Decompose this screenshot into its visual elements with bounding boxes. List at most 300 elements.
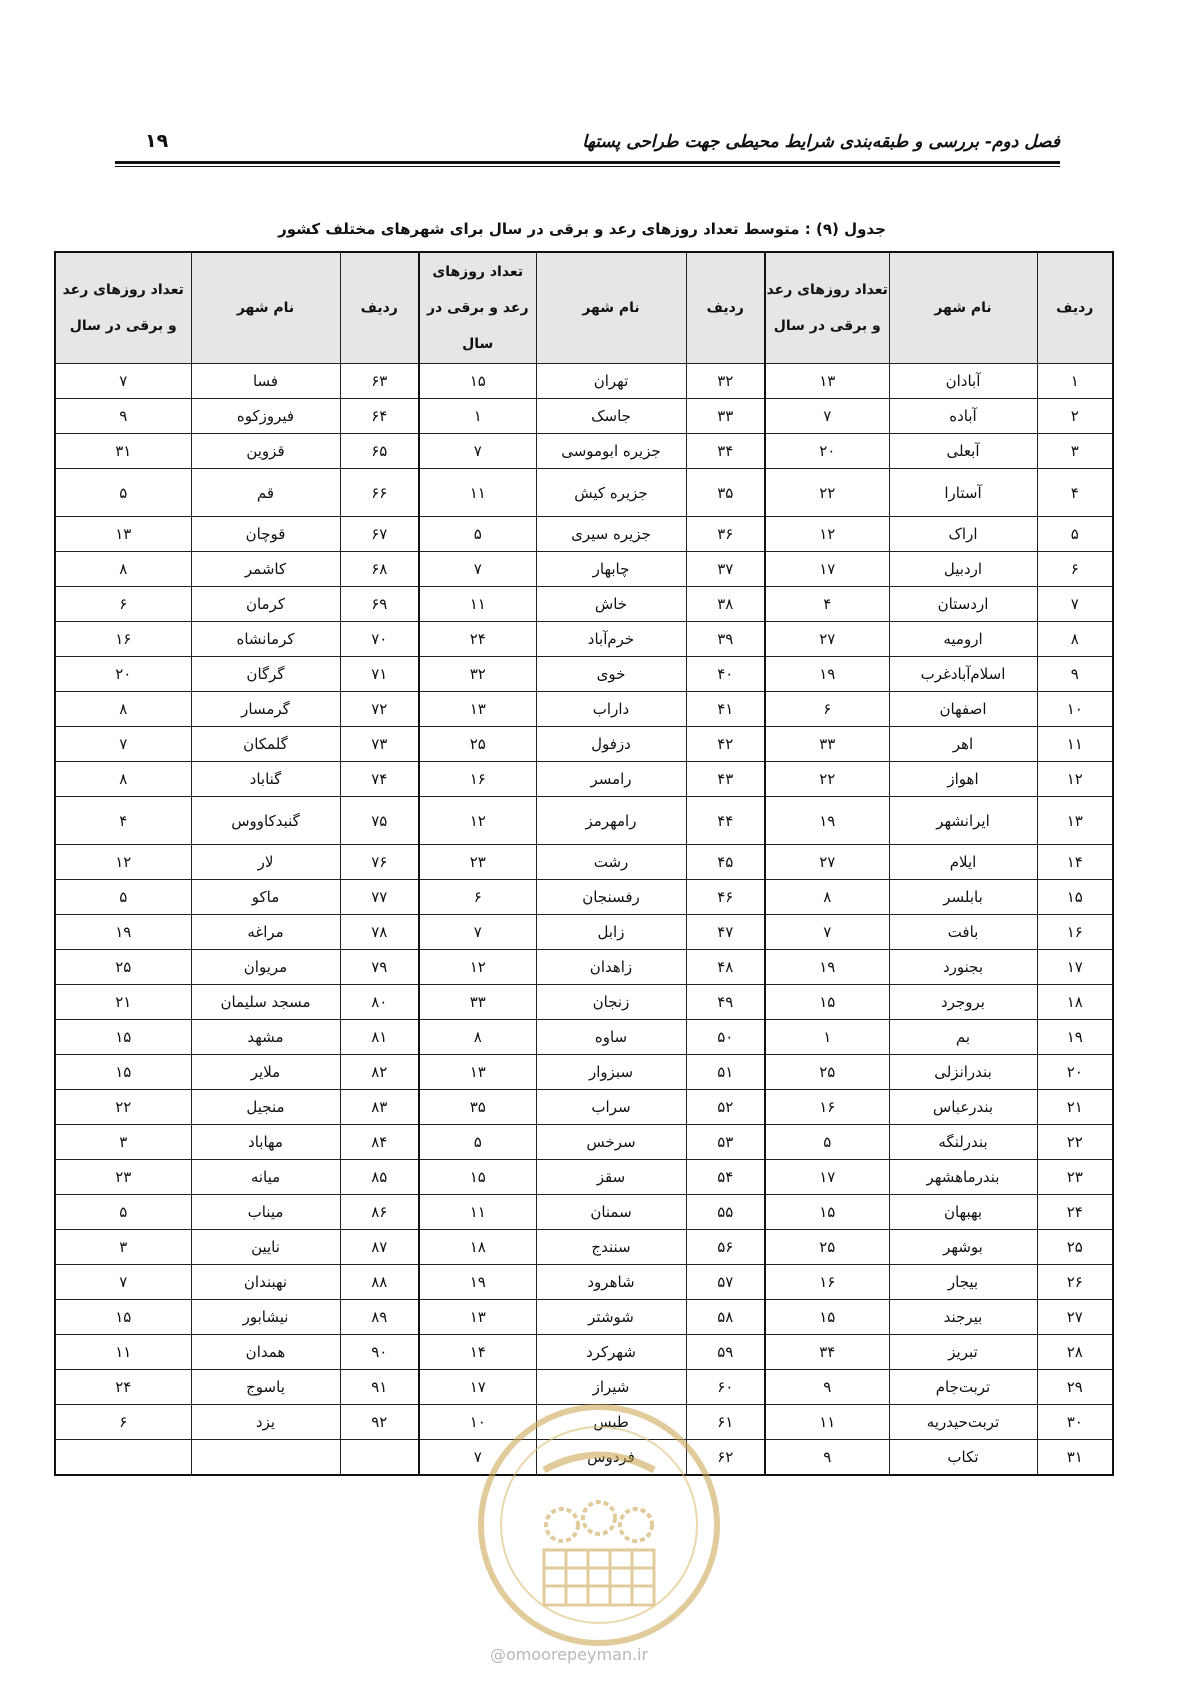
cell-city: یزد	[191, 1405, 340, 1440]
cell-row-no: ۱	[1037, 364, 1113, 399]
cell-city: ماکو	[191, 880, 340, 915]
cell-city: شیراز	[536, 1370, 686, 1405]
cell-row-no: ۴۲	[686, 727, 765, 762]
watermark-url: @omoorepeyman.ir	[490, 1645, 649, 1664]
cell-days: ۷	[419, 434, 536, 469]
cell-row-no: ۵۲	[686, 1090, 765, 1125]
cell-city: اردستان	[889, 587, 1037, 622]
cell-days: ۲۵	[419, 727, 536, 762]
cell-days: ۱۲	[765, 517, 889, 552]
cell-days: ۳	[55, 1230, 191, 1265]
table-row	[55, 364, 1113, 399]
cell-city: اهر	[889, 727, 1037, 762]
table-row	[55, 517, 1113, 552]
cell-city: طبس	[536, 1405, 686, 1440]
cell-city: بندرماهشهر	[889, 1160, 1037, 1195]
table-row	[55, 797, 1113, 845]
cell-days: ۲۵	[765, 1230, 889, 1265]
cell-city: گنبدکاووس	[191, 797, 340, 845]
cell-city: دزفول	[536, 727, 686, 762]
cell-days: ۱۱	[419, 1195, 536, 1230]
cell-city: کرمان	[191, 587, 340, 622]
cell-row-no: ۷۱	[340, 657, 419, 692]
table-row	[55, 622, 1113, 657]
cell-city: گرمسار	[191, 692, 340, 727]
cell-row-no: ۲۹	[1037, 1370, 1113, 1405]
cell-city: سنندج	[536, 1230, 686, 1265]
cell-city: رامهرمز	[536, 797, 686, 845]
cell-days: ۱۳	[765, 364, 889, 399]
cell-days: ۶	[419, 880, 536, 915]
cell-days: ۱۵	[55, 1055, 191, 1090]
cell-days: ۹	[55, 399, 191, 434]
cell-row-no: ۷۴	[340, 762, 419, 797]
thunderstorm-days-table	[54, 251, 1114, 1476]
cell-city: منجیل	[191, 1090, 340, 1125]
cell-city: کاشمر	[191, 552, 340, 587]
cell-days	[55, 1440, 191, 1476]
cell-days: ۷	[55, 727, 191, 762]
cell-city: مریوان	[191, 950, 340, 985]
cell-days: ۹	[765, 1440, 889, 1476]
cell-days: ۱۷	[419, 1370, 536, 1405]
table-row	[55, 1335, 1113, 1370]
cell-days: ۴	[55, 797, 191, 845]
cell-row-no: ۲۰	[1037, 1055, 1113, 1090]
cell-city: بیرجند	[889, 1300, 1037, 1335]
cell-city: بابلسر	[889, 880, 1037, 915]
cell-city: قم	[191, 469, 340, 517]
cell-days: ۱۹	[765, 657, 889, 692]
cell-row-no: ۴	[1037, 469, 1113, 517]
cell-city: بافت	[889, 915, 1037, 950]
cell-row-no: ۴۷	[686, 915, 765, 950]
cell-row-no: ۷۰	[340, 622, 419, 657]
cell-row-no: ۲	[1037, 399, 1113, 434]
header-rule	[115, 161, 1060, 164]
cell-days: ۱۵	[419, 1160, 536, 1195]
cell-city: چابهار	[536, 552, 686, 587]
cell-row-no: ۸۰	[340, 985, 419, 1020]
cell-days: ۱۶	[765, 1090, 889, 1125]
cell-city: بم	[889, 1020, 1037, 1055]
cell-days: ۲۷	[765, 845, 889, 880]
cell-days: ۷	[419, 552, 536, 587]
cell-city: جاسک	[536, 399, 686, 434]
cell-row-no: ۷۹	[340, 950, 419, 985]
cell-days: ۲۷	[765, 622, 889, 657]
table-row	[55, 845, 1113, 880]
cell-city: قوچان	[191, 517, 340, 552]
cell-row-no: ۹۰	[340, 1335, 419, 1370]
cell-row-no: ۲۲	[1037, 1125, 1113, 1160]
cell-days: ۷	[55, 364, 191, 399]
cell-row-no: ۷	[1037, 587, 1113, 622]
cell-row-no: ۳۶	[686, 517, 765, 552]
cell-row-no: ۱۷	[1037, 950, 1113, 985]
cell-city: گناباد	[191, 762, 340, 797]
cell-city: فسا	[191, 364, 340, 399]
cell-days: ۲۴	[419, 622, 536, 657]
cell-city: گلمکان	[191, 727, 340, 762]
cell-city: شاهرود	[536, 1265, 686, 1300]
table-row	[55, 1020, 1113, 1055]
cell-city: آبعلی	[889, 434, 1037, 469]
cell-days: ۱۷	[765, 1160, 889, 1195]
cell-row-no: ۵	[1037, 517, 1113, 552]
cell-city: بوشهر	[889, 1230, 1037, 1265]
cell-days: ۸	[55, 552, 191, 587]
cell-city: میناب	[191, 1195, 340, 1230]
cell-days: ۱۶	[765, 1265, 889, 1300]
cell-city: اسلام‌آبادغرب	[889, 657, 1037, 692]
cell-row-no: ۵۷	[686, 1265, 765, 1300]
header-rule-thin	[115, 166, 1060, 167]
cell-row-no: ۵۵	[686, 1195, 765, 1230]
cell-days: ۹	[765, 1370, 889, 1405]
cell-row-no: ۱۲	[1037, 762, 1113, 797]
cell-days: ۳	[55, 1125, 191, 1160]
cell-days: ۱۹	[55, 915, 191, 950]
cell-city: ایرانشهر	[889, 797, 1037, 845]
cell-row-no: ۶۵	[340, 434, 419, 469]
cell-city: بندرعباس	[889, 1090, 1037, 1125]
cell-city: شوشتر	[536, 1300, 686, 1335]
cell-city: خاش	[536, 587, 686, 622]
cell-city: سراب	[536, 1090, 686, 1125]
cell-days: ۱۹	[419, 1265, 536, 1300]
cell-days: ۴	[765, 587, 889, 622]
cell-days: ۷	[419, 1440, 536, 1476]
cell-row-no: ۴۰	[686, 657, 765, 692]
cell-city: مهاباد	[191, 1125, 340, 1160]
cell-city	[191, 1440, 340, 1476]
table-row	[55, 692, 1113, 727]
cell-row-no: ۸۵	[340, 1160, 419, 1195]
table-row	[55, 762, 1113, 797]
cell-city: جزیره سیری	[536, 517, 686, 552]
table-row	[55, 1440, 1113, 1476]
cell-days: ۲۵	[765, 1055, 889, 1090]
cell-days: ۲۴	[55, 1370, 191, 1405]
cell-days: ۶	[765, 692, 889, 727]
cell-city: ایلام	[889, 845, 1037, 880]
cell-row-no: ۹۱	[340, 1370, 419, 1405]
cell-days: ۱۸	[419, 1230, 536, 1265]
cell-city: اهواز	[889, 762, 1037, 797]
cell-row-no: ۷۲	[340, 692, 419, 727]
cell-row-no: ۱۸	[1037, 985, 1113, 1020]
cell-row-no: ۶۹	[340, 587, 419, 622]
cell-city: کرمانشاه	[191, 622, 340, 657]
cell-days: ۱۵	[419, 364, 536, 399]
cell-days: ۱۵	[55, 1020, 191, 1055]
header-city: نام شهر	[536, 252, 686, 364]
cell-city: خرم‌آباد	[536, 622, 686, 657]
header-row-no: ردیف	[1037, 252, 1113, 364]
cell-city: فردوس	[536, 1440, 686, 1476]
cell-row-no: ۱۵	[1037, 880, 1113, 915]
cell-row-no	[340, 1440, 419, 1476]
table-row	[55, 552, 1113, 587]
cell-days: ۱۰	[419, 1405, 536, 1440]
table-row	[55, 469, 1113, 517]
cell-row-no: ۵۶	[686, 1230, 765, 1265]
cell-row-no: ۳۰	[1037, 1405, 1113, 1440]
header-days: تعداد روزهای رعد و برقی در سال	[765, 252, 889, 364]
cell-days: ۳۳	[765, 727, 889, 762]
cell-city: اردبیل	[889, 552, 1037, 587]
cell-city: بروجرد	[889, 985, 1037, 1020]
cell-city: بندرلنگه	[889, 1125, 1037, 1160]
cell-row-no: ۸۸	[340, 1265, 419, 1300]
cell-row-no: ۹۲	[340, 1405, 419, 1440]
header-city: نام شهر	[191, 252, 340, 364]
cell-row-no: ۶۴	[340, 399, 419, 434]
cell-row-no: ۸۳	[340, 1090, 419, 1125]
cell-city: اراک	[889, 517, 1037, 552]
cell-city: مشهد	[191, 1020, 340, 1055]
cell-days: ۷	[765, 399, 889, 434]
cell-row-no: ۳۲	[686, 364, 765, 399]
cell-row-no: ۳۸	[686, 587, 765, 622]
cell-city: سرخس	[536, 1125, 686, 1160]
cell-row-no: ۴۸	[686, 950, 765, 985]
cell-days: ۲۳	[55, 1160, 191, 1195]
cell-days: ۱۶	[55, 622, 191, 657]
cell-days: ۱۲	[55, 845, 191, 880]
cell-city: آستارا	[889, 469, 1037, 517]
cell-days: ۱۱	[55, 1335, 191, 1370]
cell-days: ۱	[419, 399, 536, 434]
cell-city: لار	[191, 845, 340, 880]
cell-row-no: ۷۷	[340, 880, 419, 915]
cell-days: ۱۹	[765, 797, 889, 845]
cell-city: شهرکرد	[536, 1335, 686, 1370]
table-row	[55, 1370, 1113, 1405]
table-row	[55, 1405, 1113, 1440]
cell-city: بندرانزلی	[889, 1055, 1037, 1090]
table-row	[55, 915, 1113, 950]
cell-city: سمنان	[536, 1195, 686, 1230]
cell-days: ۳۴	[765, 1335, 889, 1370]
cell-city: زابل	[536, 915, 686, 950]
cell-row-no: ۳۴	[686, 434, 765, 469]
cell-days: ۲۲	[765, 469, 889, 517]
table-row	[55, 399, 1113, 434]
header-city: نام شهر	[889, 252, 1037, 364]
cell-row-no: ۳۷	[686, 552, 765, 587]
cell-city: جزیره ابوموسی	[536, 434, 686, 469]
cell-city: خوی	[536, 657, 686, 692]
cell-city: یاسوج	[191, 1370, 340, 1405]
cell-city: نیشابور	[191, 1300, 340, 1335]
cell-row-no: ۷۵	[340, 797, 419, 845]
cell-row-no: ۸۲	[340, 1055, 419, 1090]
cell-city: نهبندان	[191, 1265, 340, 1300]
cell-row-no: ۴۴	[686, 797, 765, 845]
cell-row-no: ۸۶	[340, 1195, 419, 1230]
table-row	[55, 1160, 1113, 1195]
table-row	[55, 434, 1113, 469]
cell-days: ۱۳	[55, 517, 191, 552]
cell-row-no: ۴۱	[686, 692, 765, 727]
cell-city: رفسنجان	[536, 880, 686, 915]
cell-row-no: ۶۳	[340, 364, 419, 399]
cell-city: نایین	[191, 1230, 340, 1265]
cell-city: همدان	[191, 1335, 340, 1370]
cell-days: ۱۵	[55, 1300, 191, 1335]
cell-days: ۱۵	[765, 985, 889, 1020]
cell-days: ۲۳	[419, 845, 536, 880]
cell-row-no: ۵۰	[686, 1020, 765, 1055]
cell-city: مراغه	[191, 915, 340, 950]
cell-row-no: ۹	[1037, 657, 1113, 692]
cell-days: ۱۷	[765, 552, 889, 587]
header-row-no: ردیف	[340, 252, 419, 364]
cell-days: ۸	[55, 692, 191, 727]
cell-days: ۱۱	[765, 1405, 889, 1440]
cell-days: ۱۱	[419, 469, 536, 517]
cell-city: داراب	[536, 692, 686, 727]
cell-row-no: ۱۹	[1037, 1020, 1113, 1055]
cell-days: ۷	[55, 1265, 191, 1300]
cell-city: میانه	[191, 1160, 340, 1195]
cell-row-no: ۸	[1037, 622, 1113, 657]
cell-row-no: ۴۵	[686, 845, 765, 880]
cell-days: ۸	[765, 880, 889, 915]
cell-days: ۲۰	[765, 434, 889, 469]
cell-days: ۵	[55, 469, 191, 517]
cell-city: بجنورد	[889, 950, 1037, 985]
cell-row-no: ۵۱	[686, 1055, 765, 1090]
cell-row-no: ۶۱	[686, 1405, 765, 1440]
cell-row-no: ۸۴	[340, 1125, 419, 1160]
cell-days: ۵	[55, 1195, 191, 1230]
cell-row-no: ۲۴	[1037, 1195, 1113, 1230]
cell-days: ۸	[419, 1020, 536, 1055]
cell-days: ۵	[419, 517, 536, 552]
cell-row-no: ۳۱	[1037, 1440, 1113, 1476]
cell-row-no: ۶۲	[686, 1440, 765, 1476]
cell-days: ۲۵	[55, 950, 191, 985]
cell-city: بهبهان	[889, 1195, 1037, 1230]
page-number: ۱۹	[145, 130, 169, 152]
cell-city: تربت‌حیدریه	[889, 1405, 1037, 1440]
cell-days: ۵	[55, 880, 191, 915]
table-header-row	[55, 252, 1113, 364]
cell-row-no: ۶	[1037, 552, 1113, 587]
cell-days: ۵	[765, 1125, 889, 1160]
cell-row-no: ۷۸	[340, 915, 419, 950]
cell-city: ملایر	[191, 1055, 340, 1090]
cell-days: ۲۱	[55, 985, 191, 1020]
cell-row-no: ۱۴	[1037, 845, 1113, 880]
cell-city: تربت‌جام	[889, 1370, 1037, 1405]
cell-days: ۷	[419, 915, 536, 950]
cell-days: ۱۲	[419, 797, 536, 845]
cell-city: سقز	[536, 1160, 686, 1195]
cell-row-no: ۵۳	[686, 1125, 765, 1160]
cell-days: ۳۵	[419, 1090, 536, 1125]
table-row	[55, 1300, 1113, 1335]
cell-city: ارومیه	[889, 622, 1037, 657]
cell-row-no: ۷۳	[340, 727, 419, 762]
cell-days: ۱۴	[419, 1335, 536, 1370]
cell-city: مسجد سلیمان	[191, 985, 340, 1020]
cell-city: سبزوار	[536, 1055, 686, 1090]
cell-days: ۱۳	[419, 1055, 536, 1090]
cell-days: ۲۲	[55, 1090, 191, 1125]
cell-days: ۶	[55, 587, 191, 622]
cell-city: تهران	[536, 364, 686, 399]
cell-row-no: ۶۸	[340, 552, 419, 587]
cell-city: تکاب	[889, 1440, 1037, 1476]
cell-city: زاهدان	[536, 950, 686, 985]
header-days: تعداد روزهای رعد و برقی در سال	[419, 252, 536, 364]
table-row	[55, 727, 1113, 762]
table-row	[55, 587, 1113, 622]
table-caption: جدول (۹) : متوسط تعداد روزهای رعد و برقی در سال برای شهرهای مختلف کشور	[278, 220, 886, 238]
cell-row-no: ۳۵	[686, 469, 765, 517]
cell-row-no: ۱۳	[1037, 797, 1113, 845]
cell-city: ساوه	[536, 1020, 686, 1055]
cell-days: ۵	[419, 1125, 536, 1160]
table-row	[55, 880, 1113, 915]
table-row	[55, 657, 1113, 692]
cell-row-no: ۴۳	[686, 762, 765, 797]
cell-row-no: ۲۱	[1037, 1090, 1113, 1125]
cell-row-no: ۵۸	[686, 1300, 765, 1335]
cell-row-no: ۱۱	[1037, 727, 1113, 762]
cell-days: ۱۱	[419, 587, 536, 622]
chapter-title: فصل دوم- بررسی و طبقه‌بندی شرایط محیطی جهت طراحی پستها	[582, 132, 1060, 152]
cell-row-no: ۷۶	[340, 845, 419, 880]
cell-city: گرگان	[191, 657, 340, 692]
header-row-no: ردیف	[686, 252, 765, 364]
cell-row-no: ۶۷	[340, 517, 419, 552]
cell-days: ۳۳	[419, 985, 536, 1020]
cell-days: ۷	[765, 915, 889, 950]
cell-row-no: ۶۰	[686, 1370, 765, 1405]
cell-city: آبادان	[889, 364, 1037, 399]
cell-days: ۲۲	[765, 762, 889, 797]
cell-row-no: ۵۹	[686, 1335, 765, 1370]
cell-row-no: ۸۹	[340, 1300, 419, 1335]
cell-days: ۱۵	[765, 1195, 889, 1230]
cell-row-no: ۶۶	[340, 469, 419, 517]
table-row	[55, 1230, 1113, 1265]
cell-row-no: ۸۷	[340, 1230, 419, 1265]
cell-days: ۱۳	[419, 692, 536, 727]
cell-days: ۸	[55, 762, 191, 797]
cell-row-no: ۳۹	[686, 622, 765, 657]
cell-days: ۱	[765, 1020, 889, 1055]
cell-days: ۳۱	[55, 434, 191, 469]
cell-days: ۱۹	[765, 950, 889, 985]
cell-city: آباده	[889, 399, 1037, 434]
table-row	[55, 1090, 1113, 1125]
cell-city: جزیره کیش	[536, 469, 686, 517]
cell-city: اصفهان	[889, 692, 1037, 727]
cell-row-no: ۱۶	[1037, 915, 1113, 950]
cell-days: ۲۰	[55, 657, 191, 692]
table-row	[55, 1125, 1113, 1160]
cell-row-no: ۴۹	[686, 985, 765, 1020]
table-row	[55, 950, 1113, 985]
cell-row-no: ۴۶	[686, 880, 765, 915]
cell-days: ۳۲	[419, 657, 536, 692]
